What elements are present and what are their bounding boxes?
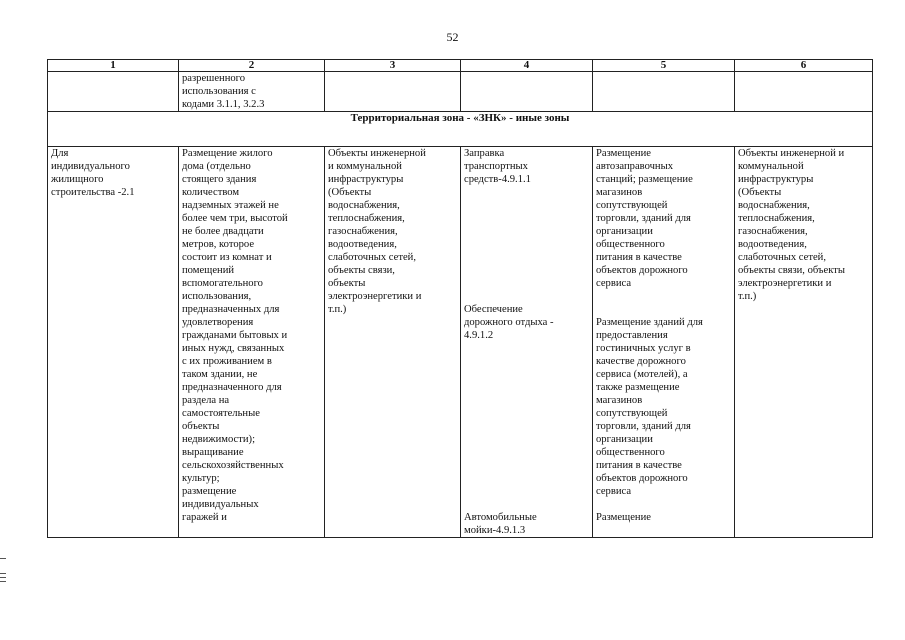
text-line: гражданами бытовых и [182,330,288,341]
text-line: автозаправочных [596,161,674,172]
text-line: разрешенного [182,73,246,84]
text-line: сервиса [596,486,632,497]
header-col-3: 3 [325,60,461,72]
text-line: Размещение [596,512,651,523]
text-line: торговли, зданий для [596,421,691,432]
main-row [48,147,873,538]
scan-edge-mark [0,581,6,582]
text-line: слаботочных сетей, [738,252,826,263]
text-line: также размещение [596,382,680,393]
text-line: недвижимости); [182,434,256,445]
text-line: не более двадцати [182,226,264,237]
text-line: объекты связи, объекты [738,265,845,276]
text-line: с их проживанием в [182,356,272,367]
zoning-table [47,59,873,538]
text-line: электроэнергетики и [738,278,832,289]
main-cell-6 [735,147,873,538]
text-line: Обеспечение [464,304,523,315]
text-line: общественного [596,239,665,250]
text-line: стоящего здания [182,174,257,185]
text-line: качестве дорожного [596,356,686,367]
text-line: удовлетворения [182,317,254,328]
header-col-5: 5 [593,60,735,72]
text-line: самостоятельные [182,408,260,419]
main-cell-4 [461,147,593,538]
main-cell-2 [179,147,325,538]
text-line: т.п.) [328,304,347,315]
cont-cell-1 [48,72,179,112]
zone-title-row [48,112,873,147]
text-line: индивидуальных [182,499,259,510]
text-line: Объекты инженерной и [738,148,845,159]
text-line: кодами 3.1.1, 3.2.3 [182,99,265,110]
text-line: объекты [182,421,220,432]
text-line: Для [51,148,69,159]
text-line: организации [596,226,653,237]
text-line: Заправка [464,148,505,159]
cont-cell-4 [461,72,593,112]
text-line: инфраструктуры [738,174,814,185]
text-line: слаботочных сетей, [328,252,416,263]
text-line: питания в качестве [596,252,682,263]
text-line: мойки-4.9.1.3 [464,525,526,536]
cont-cell-5 [593,72,735,112]
text-line: станций; размещение [596,174,693,185]
text-line: и коммунальной [328,161,402,172]
text-line: жилищного [51,174,104,185]
text-line: сервиса [596,278,632,289]
text-line: теплоснабжения, [738,213,815,224]
scan-edge-mark [0,577,6,578]
text-line: объекты связи, [328,265,395,276]
text-line: размещение [182,486,237,497]
text-line: Размещение [596,148,651,159]
continuation-row [48,72,873,112]
text-line: водоснабжения, [328,200,400,211]
text-line: т.п.) [738,291,757,302]
header-col-6: 6 [735,60,873,72]
main-cell-5 [593,147,735,538]
header-col-1: 1 [48,60,179,72]
scan-edge-mark [0,573,6,574]
text-line: 4.9.1.2 [464,330,494,341]
text-line: гостиничных услуг в [596,343,691,354]
cont-cell-6 [735,72,873,112]
text-line: иных нужд, связанных [182,343,285,354]
text-line: использования с [182,86,256,97]
text-line: электроэнергетики и [328,291,422,302]
text-line: гаражей и [182,512,227,523]
text-line: раздела на [182,395,230,406]
text-line: торговли, зданий для [596,213,691,224]
text-line: сопутствующей [596,200,668,211]
spacer [596,498,731,511]
text-line: количеством [182,187,240,198]
text-line: строительства -2.1 [51,187,135,198]
text-line: теплоснабжения, [328,213,405,224]
text-line: использования, [182,291,252,302]
text-line: культур; [182,473,220,484]
text-line: магазинов [596,395,643,406]
text-line: организации [596,434,653,445]
cont-cell-3 [325,72,461,112]
main-cell-3 [325,147,461,538]
text-line: метров, которое [182,239,255,250]
text-line: дорожного отдыха - [464,317,554,328]
text-line: помещений [182,265,235,276]
text-line: магазинов [596,187,643,198]
text-line: выращивание [182,447,244,458]
text-line: инфраструктуры [328,174,404,185]
text-line: предназначенных для [182,304,280,315]
text-line: таком здании, не [182,369,258,380]
text-line: объекты [328,278,366,289]
text-line: водоотведения, [738,239,807,250]
text-line: транспортных [464,161,528,172]
header-col-4: 4 [461,60,593,72]
header-col-2: 2 [179,60,325,72]
text-line: средств-4.9.1.1 [464,174,531,185]
text-line: вспомогательного [182,278,263,289]
text-line: сельскохозяйственных [182,460,284,471]
text-line: Автомобильные [464,512,537,523]
cont-cell-2 [179,72,325,112]
text-line: предоставления [596,330,668,341]
text-line: газоснабжения, [328,226,398,237]
text-line: питания в качестве [596,460,682,471]
text-line: водоотведения, [328,239,397,250]
text-line: общественного [596,447,665,458]
page-number: 52 [446,30,459,44]
text-line: сервиса (мотелей), а [596,369,688,380]
text-line: дома (отдельно [182,161,251,172]
text-line: коммунальной [738,161,804,172]
text-line: газоснабжения, [738,226,808,237]
text-line: (Объекты [328,187,372,198]
main-cell-1 [48,147,179,538]
spacer [464,186,589,303]
text-line: Размещение жилого [182,148,273,159]
text-line: объектов дорожного [596,265,688,276]
text-line: надземных этажей не [182,200,279,211]
header-row [48,60,873,72]
text-line: Размещение зданий для [596,317,703,328]
text-line: предназначенного для [182,382,282,393]
spacer [464,342,589,511]
text-line: более чем три, высотой [182,213,288,224]
text-line: водоснабжения, [738,200,810,211]
text-line: индивидуального [51,161,130,172]
text-line: сопутствующей [596,408,668,419]
text-line: (Объекты [738,187,782,198]
text-line: объектов дорожного [596,473,688,484]
text-line: состоит из комнат и [182,252,272,263]
spacer [596,290,731,316]
scan-edge-mark [0,558,6,559]
zone-title: Территориальная зона - «ЗНК» - иные зоны [48,112,873,147]
text-line: Объекты инженерной [328,148,426,159]
